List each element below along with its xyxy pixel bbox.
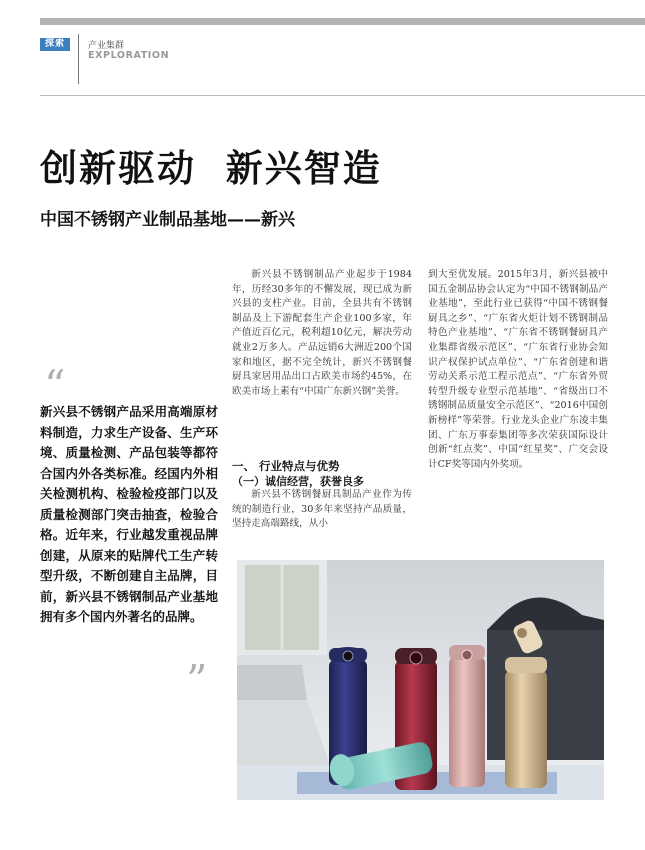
bottle-pink	[449, 645, 485, 787]
section-name: 产业集群	[88, 41, 125, 51]
body-column-1-continued	[232, 488, 412, 532]
section-name-en: EXPLORATION	[88, 50, 170, 61]
paragraph-honors: 到大至优发展。2015年3月，新兴县被中国五金制品协会认定为“中国不锈钢制品产业基地”，至此行业已获得“中国不锈钢餐厨具之乡”、“广东省火炬计划不锈钢制品特色产业基地”、“广东省不锈钢餐厨具产业集群省级示范区”、“广东省行业协会知识产权保护试点单位”、“广东省创建和谐劳动关系示范工程示范点”、“广东省外贸转型升级专业型示范基地”、“省级出口不锈钢制品质量安全示范区”、“2016中国创新榜样”等荣誉。行业龙头企业广东凌丰集团、广东万事泰集团等多次荣获国际设计创新“红点奖”、中国“红星奖”、广交会设计CF奖等国内外奖项。	[428, 269, 608, 470]
section-tag: 探索	[40, 38, 70, 51]
top-bar	[40, 18, 645, 25]
paragraph-integrity: 新兴县不锈钢餐厨具制品产业作为传统的制造行业，30多年来坚持产品质量，坚持走高端路线，从小	[232, 489, 412, 530]
body-column-1	[232, 268, 412, 399]
close-quote-icon: ”	[186, 656, 208, 705]
sub-heading: （一）诚信经营，获誉良多	[232, 475, 364, 488]
body-column-2	[428, 268, 608, 472]
header-divider	[78, 34, 79, 84]
pull-quote: 新兴县不锈钢产品采用高端原材料制造，力求生产设备、生产环境、质量检测、产品包装等都符合国内外各类标准。经国内外相关检测机构、检验检疫部门以及质量检测部门突击抽查，检验合格。近年来，行业越发重视品牌创建，从原来的贴牌代工生产转型升级，不断创建自主品牌，目前，新兴县不锈钢制品产业基地拥有多个国内外著名的品牌。	[40, 404, 218, 624]
section-heading: 一、 行业特点与优势	[232, 459, 340, 473]
paragraph-intro: 新兴县不锈钢制品产业起步于1984年，历经30多年的不懈发展，现已成为新兴县的支柱产业。目前，全县共有不锈钢制品及上下游配套生产企业100多家，年产值近百亿元，税利超10亿元，解决劳动就业2万多人。产品远销6大洲近200个国家和地区，据不完全统计，新兴不锈钢餐厨具家居用品出口占欧美市场约45%，在欧美市场上素有“中国广东新兴钢”美誉。	[232, 269, 412, 397]
open-quote-icon: “	[44, 361, 66, 410]
article-subtitle: 中国不锈钢产业制品基地——新兴	[40, 210, 295, 230]
product-photo	[237, 560, 604, 800]
header-rule	[40, 95, 645, 96]
article-title: 创新驱动 新兴智造	[40, 146, 382, 190]
